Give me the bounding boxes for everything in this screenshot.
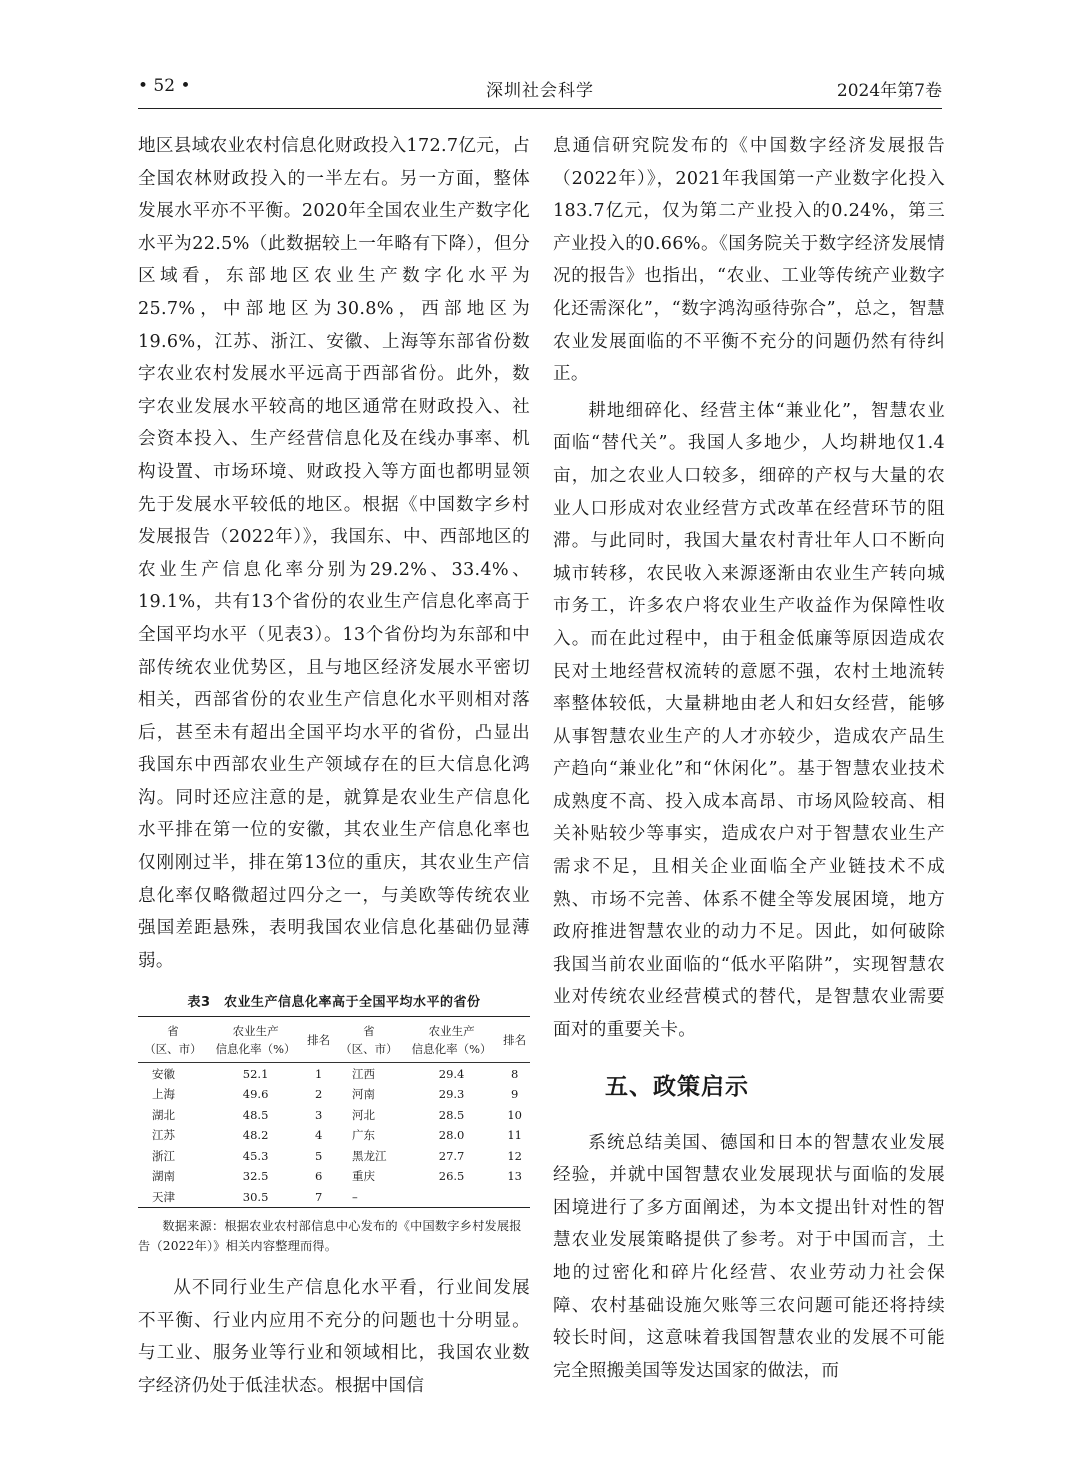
table-row: 安徽 52.1 1 江西 29.4 8 — [152, 1066, 519, 1081]
journal-title: 深圳社会科学 — [486, 81, 594, 101]
left-column — [138, 130, 530, 1402]
section-heading: 五、政策启示 — [605, 1073, 749, 1100]
table-row: 上海 49.6 2 河南 29.3 9 — [152, 1087, 519, 1102]
table-row: 湖北 48.5 3 河北 28.5 10 — [152, 1107, 522, 1122]
table-3 — [138, 991, 530, 1256]
body-paragraph: 息通信研究院发布的《中国数字经济发展报告（2022年）》，2021年我国第一产业数字化投入183.7亿元，仅为第二产业投入的0.24%，第三产业投入的0.66%。《国务院关于数字经济发展情况的报告》也指出，“农业、工业等传统产业数字化还需深化”，“数字鸿沟亟待弥合”，总之，智慧农业发展面临的不平衡不充分的问题仍然有待纠正。 — [553, 136, 945, 385]
table-row: 江苏 48.2 4 广东 28.0 11 — [152, 1128, 522, 1143]
data-table — [138, 1016, 530, 1208]
header-region: 省 （区、市） — [334, 1017, 404, 1063]
header-rank: 排名 — [303, 1017, 334, 1063]
table-row: 湖南 32.5 6 重庆 26.5 13 — [152, 1169, 522, 1184]
header-rate: 农业生产 信息化率（%） — [208, 1017, 303, 1063]
table-source-note: 数据来源：根据农业农村部信息中心发布的《中国数字乡村发展报告（2022年）》相关内容整理而得。 — [138, 1218, 522, 1253]
volume-label: 2024年第7卷 — [836, 81, 942, 101]
table-header-row — [138, 1017, 530, 1063]
body-paragraph: 耕地细碎化、经营主体“兼业化”，智慧农业面临“替代关”。我国人多地少，人均耕地仅1.4亩，加之农业人口较多，细碎的产权与大量的农业人口形成对农业经营方式改革在经营环节的阻滞。与此同时，我国大量农村青壮年人口不断向城市转移，农民收入来源逐渐由农业生产转向城市务工，许多农户将农业生产收益作为保障性收入。而在此过程中，由于租金低廉等原因造成农民对土地经营权流转的意愿不强，农村土地流转率整体较低，大量耕地由老人和妇女经营，能够从事智慧农业生产的人才亦较少，造成农产品生产趋向“兼业化”和“休闲化”。基于智慧农业技术成熟度不高、投入成本高昂、市场风险较高、相关补贴较少等事实，造成农户对于智慧农业生产需求不足，且相关企业面临全产业链技术不成熟、市场不完善、体系不健全等发展困境，地方政府推进智慧农业的动力不足。因此，如何破除我国当前农业面临的“低水平陷阱”，实现智慧农业对传统农业经营模式的替代，是智慧农业需要面对的重要关卡。 — [553, 400, 945, 1041]
running-header — [138, 70, 942, 106]
body-paragraph: 地区县域农业农村信息化财政投入172.7亿元，占全国农林财政投入的一半左右。另一方面，整体发展水平亦不平衡。2020年全国农业生产数字化水平为22.5%（此数据较上一年略有下降），但分区域看，东部地区农业生产数字化水平为25.7%，中部地区为30.8%，西部地区为19.6%，江苏、浙江、安徽、上海等东部省份数字农业农村发展水平远高于西部省份。此外，数字农业发展水平较高的地区通常在财政投入、社会资本投入、生产经营信息化及在线办事率、机构设置、市场环境、财政投入等方面也都明显领先于发展水平较低的地区。根据《中国数字乡村发展报告（2022年）》，我国东、中、西部地区的农业生产信息化率分别为29.2%、33.4%、19.1%，共有13个省份的农业生产信息化率高于全国平均水平（见表3）。13个省份均为东部和中部传统农业优势区，且与地区经济发展水平密切相关，西部省份的农业生产信息化水平则相对落后，甚至未有超出全国平均水平的省份，凸显出我国东中西部农业生产领域存在的巨大信息化鸿沟。同时还应注意的是，就算是农业生产信息化水平排在第一位的安徽，其农业生产信息化率也仅刚刚过半，排在第13位的重庆，其农业生产信息化率仅略微超过四分之一，与美欧等传统农业强国差距悬殊，表明我国农业信息化基础仍显薄弱。 — [138, 136, 530, 971]
right-column — [553, 130, 945, 1387]
header-rate: 农业生产 信息化率（%） — [404, 1017, 499, 1063]
body-paragraph: 系统总结美国、德国和日本的智慧农业发展经验，并就中国智慧农业发展现状与面临的发展困境进行了多方面阐述，为本文提出针对性的智慧农业发展策略提供了参考。对于中国而言，土地的过密化和碎片化经营、农业劳动力社会保障、农村基础设施欠账等三农问题可能还将持续较长时间，这意味着我国智慧农业的发展不可能完全照搬美国等发达国家的做法，而 — [553, 1132, 945, 1381]
header-rule — [138, 108, 942, 109]
table-row: 天津 30.5 7 – — [152, 1189, 358, 1204]
body-paragraph: 从不同行业生产信息化水平看，行业间发展不平衡、行业内应用不充分的问题也十分明显。与工业、服务业等行业和领域相比，我国农业数字经济仍处于低洼状态。根据中国信 — [138, 1277, 530, 1396]
page-number: • 52 • — [138, 76, 191, 96]
header-rank: 排名 — [499, 1017, 530, 1063]
header-region: 省 （区、市） — [138, 1017, 208, 1063]
table-row: 浙江 45.3 5 黑龙江 27.7 12 — [152, 1148, 522, 1163]
table-title: 表3 农业生产信息化率高于全国平均水平的省份 — [187, 995, 481, 1011]
